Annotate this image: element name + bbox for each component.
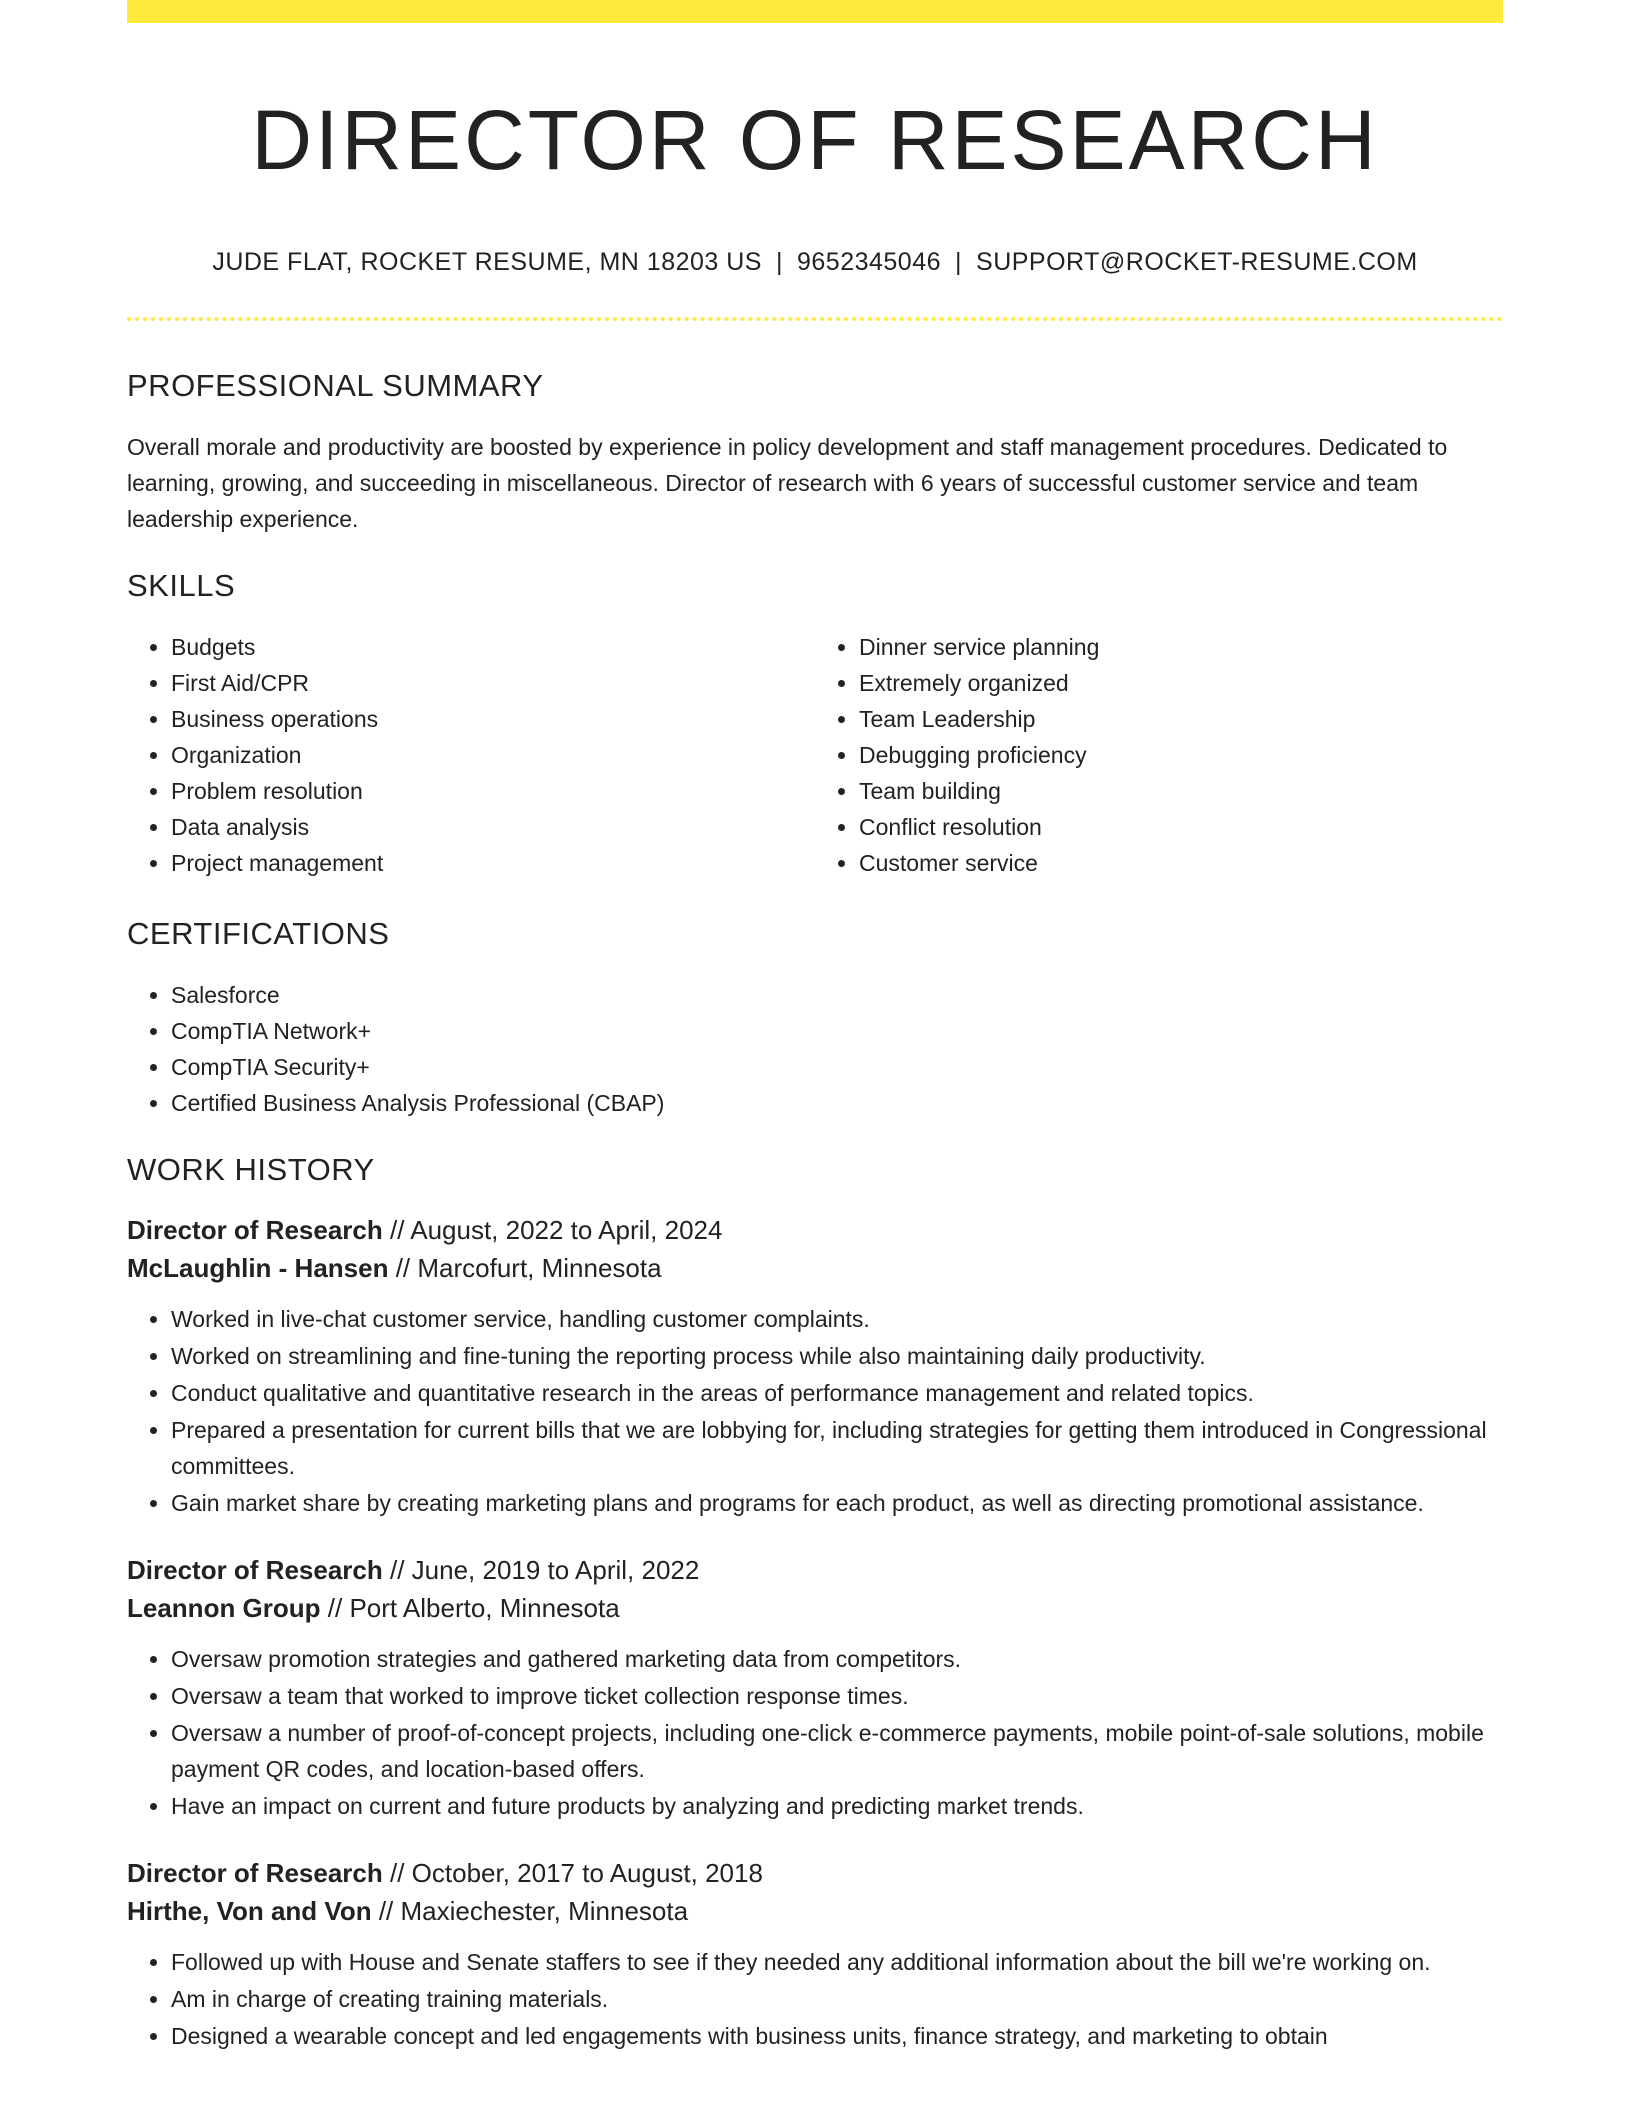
job-bullet: • Have an impact on current and future products by analyzing and predicting market trends. bbox=[171, 1788, 1503, 1824]
job-bullet: • Am in charge of creating training materials. bbox=[171, 1981, 1503, 2017]
skills-left-list bbox=[127, 629, 815, 881]
summary-section bbox=[127, 367, 1503, 537]
skill-item: • First Aid/CPR bbox=[171, 665, 815, 701]
skills-section bbox=[127, 567, 1503, 881]
job-title-line bbox=[127, 1854, 1503, 1892]
skill-item: • Extremely organized bbox=[859, 665, 1503, 701]
skill-item: • Dinner service planning bbox=[859, 629, 1503, 665]
job-bullet: • Worked in live-chat customer service, handling customer complaints. bbox=[171, 1301, 1503, 1337]
contact-separator: | bbox=[775, 248, 783, 276]
job-bullets bbox=[127, 1301, 1503, 1521]
skill-item: • Problem resolution bbox=[171, 773, 815, 809]
dotted-divider bbox=[127, 317, 1503, 321]
skill-item: • Customer service bbox=[859, 845, 1503, 881]
work-history-section bbox=[127, 1151, 1503, 2054]
certifications-section bbox=[127, 915, 1503, 1121]
job-title-line bbox=[127, 1551, 1503, 1589]
job-bullet: • Designed a wearable concept and led engagements with business units, finance strategy, and marketing to obtain bbox=[171, 2018, 1503, 2054]
job-location: // Marcofurt, Minnesota bbox=[388, 1253, 662, 1283]
certification-item: • Certified Business Analysis Professional (CBAP) bbox=[171, 1085, 1503, 1121]
job-bullets bbox=[127, 1944, 1503, 2054]
top-accent-bar bbox=[127, 0, 1503, 23]
contact-phone[interactable]: 9652345046 bbox=[796, 248, 942, 276]
contact-line bbox=[127, 247, 1503, 277]
job-location: // Port Alberto, Minnesota bbox=[320, 1593, 620, 1623]
job-entry bbox=[127, 1551, 1503, 1824]
skill-item: • Team building bbox=[859, 773, 1503, 809]
job-company: Leannon Group bbox=[127, 1593, 321, 1623]
job-title: Director of Research bbox=[127, 1555, 383, 1585]
certification-item: • Salesforce bbox=[171, 977, 1503, 1013]
job-title: Director of Research bbox=[127, 1215, 383, 1245]
job-company: McLaughlin - Hansen bbox=[127, 1253, 389, 1283]
job-entry bbox=[127, 1211, 1503, 1521]
skill-item: • Data analysis bbox=[171, 809, 815, 845]
job-location: // Maxiechester, Minnesota bbox=[371, 1896, 689, 1926]
job-dates: // October, 2017 to August, 2018 bbox=[382, 1858, 763, 1888]
job-company: Hirthe, Von and Von bbox=[127, 1896, 372, 1926]
certifications-list bbox=[127, 977, 1503, 1121]
resume-page bbox=[127, 0, 1503, 2055]
skill-item: • Project management bbox=[171, 845, 815, 881]
contact-email[interactable]: SUPPORT@ROCKET-RESUME.COM bbox=[976, 248, 1418, 276]
job-dates: // August, 2022 to April, 2024 bbox=[382, 1215, 723, 1245]
job-company-line bbox=[127, 1589, 1503, 1627]
skill-item: • Team Leadership bbox=[859, 701, 1503, 737]
skill-item: • Organization bbox=[171, 737, 815, 773]
job-company-line bbox=[127, 1892, 1503, 1930]
job-bullet: • Prepared a presentation for current bills that we are lobbying for, including strategies for getting them introduced in Congressional committees. bbox=[171, 1412, 1503, 1484]
summary-text: Overall morale and productivity are boosted by experience in policy development and staff management procedures. Dedicated to learning, growing, and succeeding in miscellaneous. Director of research with 6 years of successful customer service and team leadership experience. bbox=[127, 434, 1448, 532]
skill-item: • Business operations bbox=[171, 701, 815, 737]
job-bullet: • Oversaw promotion strategies and gathered marketing data from competitors. bbox=[171, 1641, 1503, 1677]
job-dates: // June, 2019 to April, 2022 bbox=[382, 1555, 700, 1585]
job-bullet: • Conduct qualitative and quantitative research in the areas of performance management and related topics. bbox=[171, 1375, 1503, 1411]
certification-item: • CompTIA Network+ bbox=[171, 1013, 1503, 1049]
skill-item: • Budgets bbox=[171, 629, 815, 665]
job-entry bbox=[127, 1854, 1503, 2054]
skills-right-list bbox=[815, 629, 1503, 881]
job-title-line bbox=[127, 1211, 1503, 1249]
job-title: Director of Research bbox=[127, 1858, 383, 1888]
job-bullet: • Oversaw a team that worked to improve ticket collection response times. bbox=[171, 1678, 1503, 1714]
job-bullet: • Oversaw a number of proof-of-concept projects, including one-click e-commerce payments, mobile point-of-sale solutions, mobile payment QR codes, and location-based offers. bbox=[171, 1715, 1503, 1787]
skill-item: • Conflict resolution bbox=[859, 809, 1503, 845]
skills-heading: SKILLS bbox=[127, 568, 236, 603]
contact-separator: | bbox=[955, 248, 963, 276]
job-bullet: • Worked on streamlining and fine-tuning the reporting process while also maintaining daily productivity. bbox=[171, 1338, 1503, 1374]
resume-name: DIRECTOR OF RESEARCH bbox=[251, 93, 1379, 187]
job-bullets bbox=[127, 1641, 1503, 1824]
skill-item: • Debugging proficiency bbox=[859, 737, 1503, 773]
work-history-heading: WORK HISTORY bbox=[127, 1152, 375, 1187]
skills-columns bbox=[127, 629, 1503, 881]
summary-heading: PROFESSIONAL SUMMARY bbox=[127, 368, 544, 403]
job-bullet: • Gain market share by creating marketing plans and programs for each product, as well as directing promotional assistance. bbox=[171, 1485, 1503, 1521]
contact-address: JUDE FLAT, ROCKET RESUME, MN 18203 US bbox=[212, 248, 762, 276]
job-bullet: • Followed up with House and Senate staffers to see if they needed any additional information about the bill we're working on. bbox=[171, 1944, 1503, 1980]
certifications-heading: CERTIFICATIONS bbox=[127, 916, 390, 951]
job-company-line bbox=[127, 1249, 1503, 1287]
certification-item: • CompTIA Security+ bbox=[171, 1049, 1503, 1085]
